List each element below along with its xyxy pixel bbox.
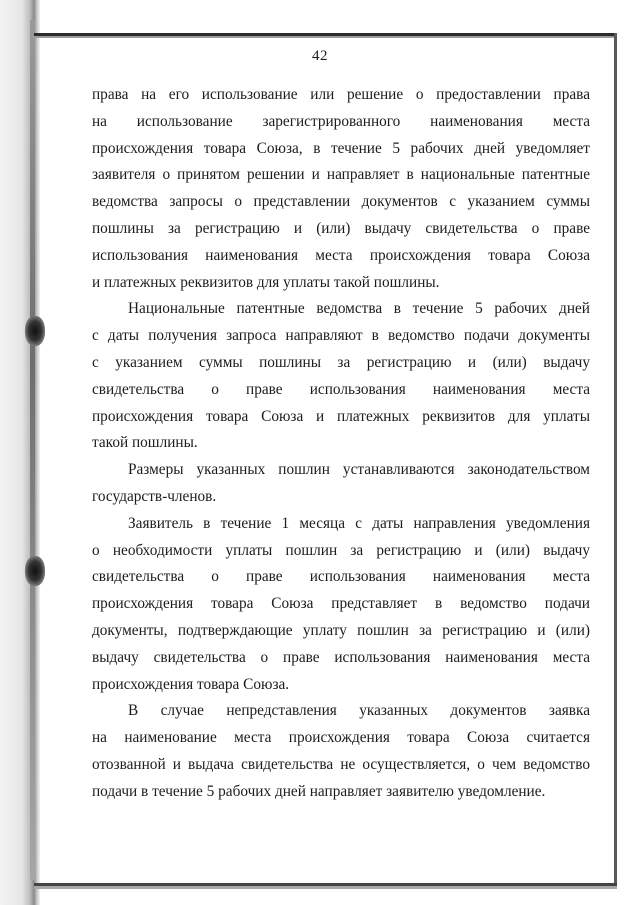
text-line: подачи в течение 5 рабочих дней направляет заявителю уведомление. <box>92 782 546 800</box>
text-line: такой пошлины. <box>92 434 198 452</box>
text-line: ведомства запросы о представлении документов с указанием суммы <box>92 193 590 211</box>
text-line: Заявитель в течение 1 месяца с даты направления уведомления <box>128 514 590 532</box>
text-line: отозванной и выдача свидетельства не осуществляется, о чем ведомство <box>92 755 590 773</box>
text-line: Национальные патентные ведомства в течение 5 рабочих дней <box>128 300 590 318</box>
text-line: использования наименования места происхождения товара Союза <box>92 246 590 264</box>
scan-frame-bottom-shadow <box>34 886 617 889</box>
text-line: свидетельства о праве использования наименования места <box>92 380 590 398</box>
text-line: свидетельства о праве использования наименования места <box>92 568 590 586</box>
text-line: заявителя о принятом решении и направляет в национальные патентные <box>92 166 590 184</box>
punch-hole-top <box>25 316 45 346</box>
text-line: и платежных реквизитов для уплаты такой пошлины. <box>92 273 440 291</box>
page-number: 42 <box>312 48 328 64</box>
text-line: на использование зарегистрированного наименования места <box>92 112 590 130</box>
scan-frame-right <box>614 33 617 888</box>
scan-frame-top-shadow <box>34 36 616 38</box>
document-body <box>92 82 590 806</box>
text-line: происхождения товара Союза представляет в ведомство подачи <box>92 595 590 613</box>
text-line: права на его использование или решение о предоставлении права <box>92 86 590 103</box>
text-line: документы, подтверждающие уплату пошлин за регистрацию и (или) <box>92 621 590 639</box>
text-line: В случае непредставления указанных документов заявка <box>128 702 590 720</box>
text-line: государств-членов. <box>92 487 217 505</box>
text-line: с даты получения запроса направляют в ведомство подачи документы <box>92 327 590 345</box>
text-line: происхождения товара Союза. <box>92 675 290 693</box>
text-line: о необходимости уплаты пошлин за регистрацию и (или) выдачу <box>92 541 590 559</box>
text-line: с указанием суммы пошлины за регистрацию и (или) выдачу <box>92 353 590 371</box>
text-line: выдачу свидетельства о праве использования наименования места <box>92 648 590 666</box>
text-line: происхождения товара Союза, в течение 5 рабочих дней уведомляет <box>92 139 590 157</box>
text-line: на наименование места происхождения товара Союза считается <box>92 729 590 747</box>
text-line: пошлины за регистрацию и (или) выдачу свидетельства о праве <box>92 219 590 237</box>
punch-hole-bottom <box>25 556 45 586</box>
binder-edge-shadow <box>30 20 35 880</box>
text-line: Размеры указанных пошлин устанавливаются законодательством <box>128 461 590 479</box>
text-line: происхождения товара Союза и платежных реквизитов для уплаты <box>92 407 590 425</box>
